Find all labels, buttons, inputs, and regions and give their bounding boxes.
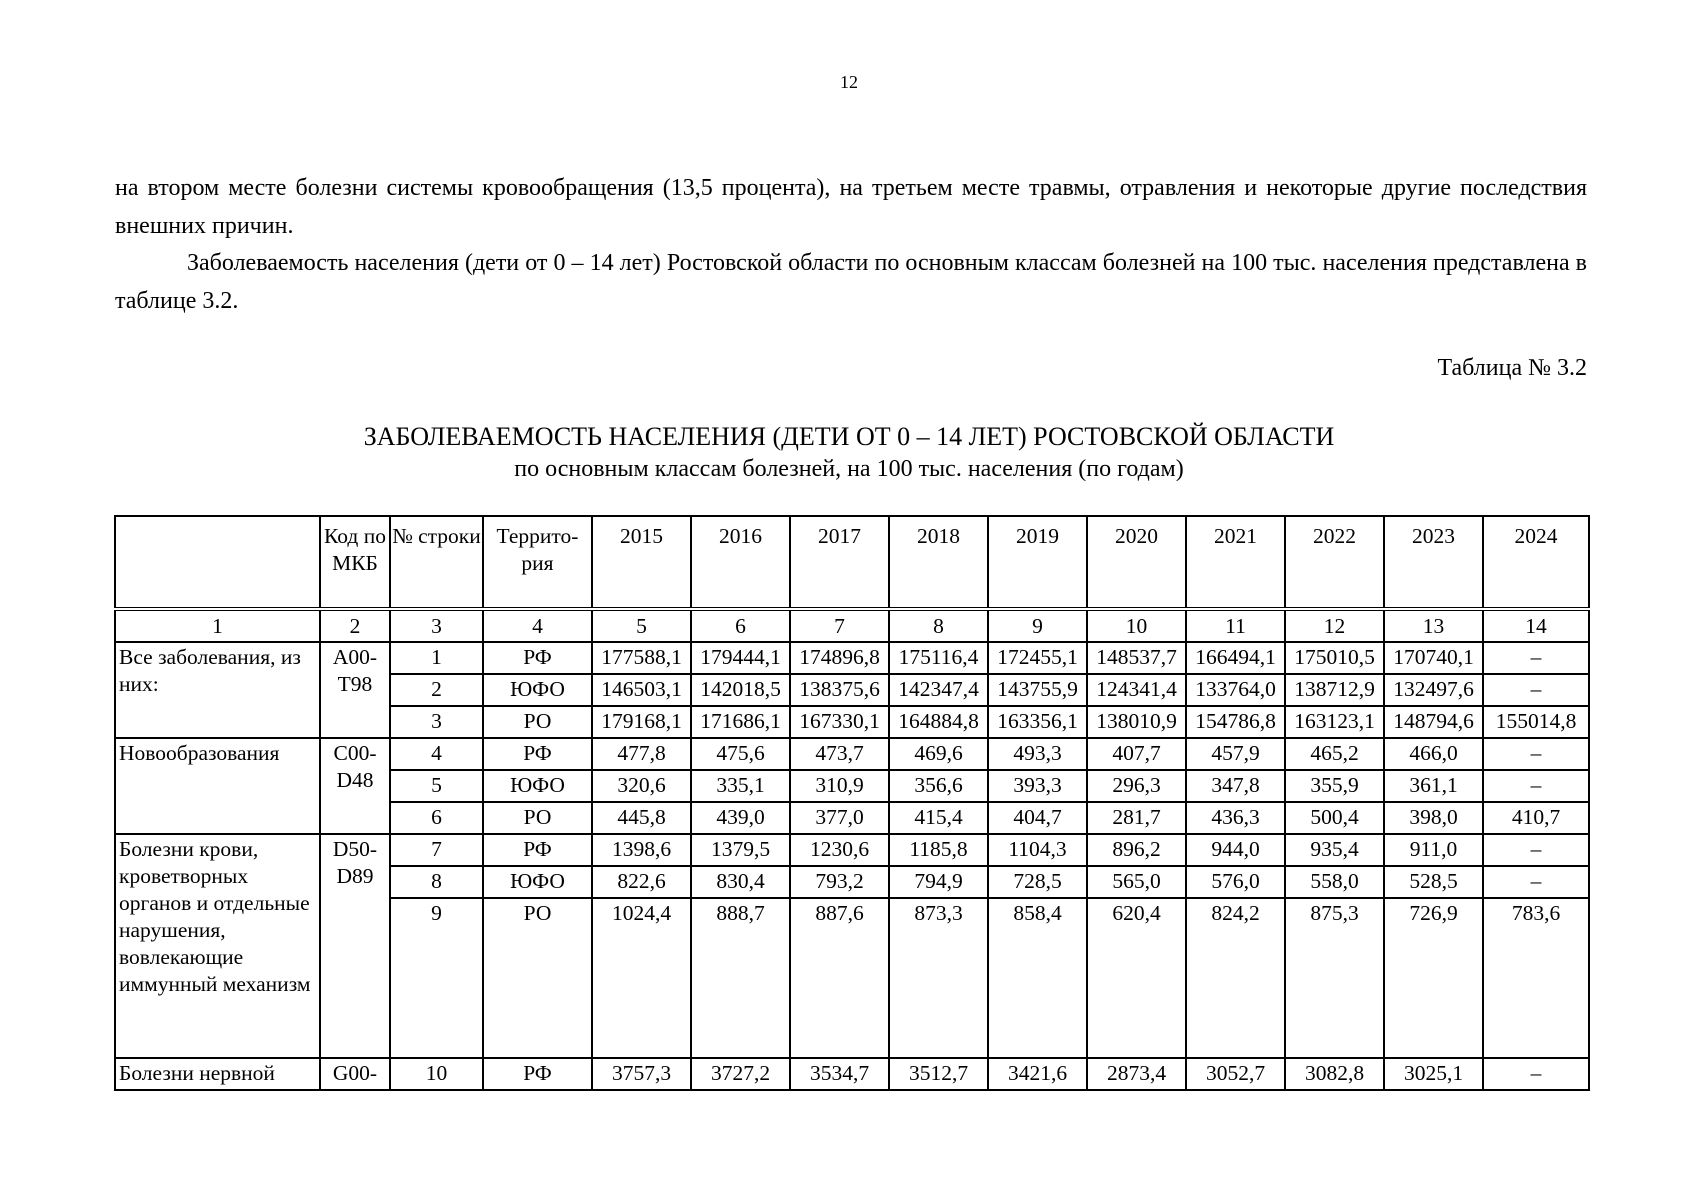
column-number-row	[115, 609, 1589, 642]
value-cell: 794,9	[889, 866, 988, 898]
disease-class-cell: Новообразования	[115, 738, 320, 834]
value-cell: 296,3	[1087, 770, 1186, 802]
value-cell: 138010,9	[1087, 706, 1186, 738]
value-cell: 175010,5	[1285, 642, 1384, 674]
row-number-cell: 5	[390, 770, 483, 802]
value-cell: 875,3	[1285, 898, 1384, 1058]
value-cell: 377,0	[790, 802, 889, 834]
value-cell: –	[1483, 834, 1589, 866]
value-cell: 888,7	[691, 898, 790, 1058]
value-cell: 3052,7	[1186, 1058, 1285, 1090]
value-cell: –	[1483, 642, 1589, 674]
value-cell: 146503,1	[592, 674, 691, 706]
territory-cell: ЮФО	[483, 770, 592, 802]
page-number: 12	[840, 72, 858, 92]
disease-class-cell: Болезни нервной	[115, 1058, 320, 1090]
value-cell: 398,0	[1384, 802, 1483, 834]
value-cell: 1398,6	[592, 834, 691, 866]
value-cell: 858,4	[988, 898, 1087, 1058]
value-cell: 133764,0	[1186, 674, 1285, 706]
value-cell: 475,6	[691, 738, 790, 770]
value-cell: 172455,1	[988, 642, 1087, 674]
column-number: 4	[483, 609, 592, 642]
value-cell: 473,7	[790, 738, 889, 770]
row-number-cell: 4	[390, 738, 483, 770]
header-disease	[115, 516, 320, 609]
value-cell: 177588,1	[592, 642, 691, 674]
header-row	[115, 516, 1589, 609]
value-cell: 164884,8	[889, 706, 988, 738]
value-cell: 155014,8	[1483, 706, 1589, 738]
row-number-cell: 9	[390, 898, 483, 1058]
value-cell: 1024,4	[592, 898, 691, 1058]
value-cell: 310,9	[790, 770, 889, 802]
territory-cell: РО	[483, 706, 592, 738]
row-number-cell: 6	[390, 802, 483, 834]
header-code: Код по МКБ	[320, 516, 390, 609]
value-cell: 143755,9	[988, 674, 1087, 706]
table-row	[115, 1058, 1589, 1090]
header-year: 2017	[790, 516, 889, 609]
column-number: 14	[1483, 609, 1589, 642]
value-cell: 347,8	[1186, 770, 1285, 802]
territory-cell: РФ	[483, 834, 592, 866]
header-year: 2023	[1384, 516, 1483, 609]
value-cell: 1379,5	[691, 834, 790, 866]
paragraph: Заболеваемость населения (дети от 0 – 14 лет) Ростовской области по основным классам болезней на 100 тыс. населения представлена в таблице 3.2.	[115, 250, 1587, 314]
value-cell: 565,0	[1087, 866, 1186, 898]
value-cell: 620,4	[1087, 898, 1186, 1058]
value-cell: 174896,8	[790, 642, 889, 674]
column-number: 12	[1285, 609, 1384, 642]
value-cell: 148537,7	[1087, 642, 1186, 674]
value-cell: 558,0	[1285, 866, 1384, 898]
value-cell: 728,5	[988, 866, 1087, 898]
disease-class-cell: Болезни крови, кроветворных органов и отдельные нарушения, вовлекающие иммунный механизм	[115, 834, 320, 1058]
value-cell: 356,6	[889, 770, 988, 802]
column-number: 2	[320, 609, 390, 642]
column-number: 6	[691, 609, 790, 642]
header-territory: Террито-рия	[483, 516, 592, 609]
icd-code-cell: C00-D48	[320, 738, 390, 834]
value-cell: 407,7	[1087, 738, 1186, 770]
column-number: 11	[1186, 609, 1285, 642]
table-title	[0, 420, 1698, 486]
value-cell: 335,1	[691, 770, 790, 802]
column-number: 5	[592, 609, 691, 642]
table-caption: Таблица № 3.2	[1437, 355, 1587, 381]
table-row	[115, 642, 1589, 674]
territory-cell: РФ	[483, 738, 592, 770]
value-cell: 179168,1	[592, 706, 691, 738]
value-cell: –	[1483, 738, 1589, 770]
icd-code-cell: G00-	[320, 1058, 390, 1090]
value-cell: 576,0	[1186, 866, 1285, 898]
header-year: 2021	[1186, 516, 1285, 609]
value-cell: 2873,4	[1087, 1058, 1186, 1090]
value-cell: 528,5	[1384, 866, 1483, 898]
value-cell: 457,9	[1186, 738, 1285, 770]
territory-cell: РО	[483, 802, 592, 834]
value-cell: 3025,1	[1384, 1058, 1483, 1090]
territory-cell: ЮФО	[483, 866, 592, 898]
icd-code-cell: A00-T98	[320, 642, 390, 738]
value-cell: 3757,3	[592, 1058, 691, 1090]
value-cell: –	[1483, 866, 1589, 898]
value-cell: 466,0	[1384, 738, 1483, 770]
row-number-cell: 2	[390, 674, 483, 706]
column-number: 10	[1087, 609, 1186, 642]
value-cell: –	[1483, 674, 1589, 706]
value-cell: 170740,1	[1384, 642, 1483, 674]
value-cell: 410,7	[1483, 802, 1589, 834]
value-cell: 436,3	[1186, 802, 1285, 834]
header-year: 2016	[691, 516, 790, 609]
column-number: 3	[390, 609, 483, 642]
value-cell: 726,9	[1384, 898, 1483, 1058]
morbidity-table	[114, 515, 1590, 1091]
value-cell: 465,2	[1285, 738, 1384, 770]
column-number: 8	[889, 609, 988, 642]
header-year: 2024	[1483, 516, 1589, 609]
disease-class-cell: Все заболевания, из них:	[115, 642, 320, 738]
header-year: 2015	[592, 516, 691, 609]
column-number: 13	[1384, 609, 1483, 642]
row-number-cell: 8	[390, 866, 483, 898]
table-row	[115, 834, 1589, 866]
header-year: 2020	[1087, 516, 1186, 609]
paragraph: на втором месте болезни системы кровообращения (13,5 процента), на третьем месте травмы, отравления и некоторые другие последствия внешних причин.	[115, 175, 1587, 239]
territory-cell: ЮФО	[483, 674, 592, 706]
header-year: 2019	[988, 516, 1087, 609]
value-cell: 415,4	[889, 802, 988, 834]
value-cell: 154786,8	[1186, 706, 1285, 738]
value-cell: 175116,4	[889, 642, 988, 674]
value-cell: 824,2	[1186, 898, 1285, 1058]
row-number-cell: 10	[390, 1058, 483, 1090]
value-cell: 887,6	[790, 898, 889, 1058]
value-cell: 167330,1	[790, 706, 889, 738]
value-cell: 477,8	[592, 738, 691, 770]
value-cell: 163123,1	[1285, 706, 1384, 738]
value-cell: 166494,1	[1186, 642, 1285, 674]
header-year: 2022	[1285, 516, 1384, 609]
value-cell: 138712,9	[1285, 674, 1384, 706]
value-cell: 132497,6	[1384, 674, 1483, 706]
value-cell: 1185,8	[889, 834, 988, 866]
header-year: 2018	[889, 516, 988, 609]
value-cell: 935,4	[1285, 834, 1384, 866]
column-number: 7	[790, 609, 889, 642]
value-cell: 281,7	[1087, 802, 1186, 834]
column-number: 1	[115, 609, 320, 642]
value-cell: 179444,1	[691, 642, 790, 674]
value-cell: 873,3	[889, 898, 988, 1058]
value-cell: 793,2	[790, 866, 889, 898]
value-cell: 124341,4	[1087, 674, 1186, 706]
value-cell: –	[1483, 1058, 1589, 1090]
territory-cell: РФ	[483, 642, 592, 674]
column-number: 9	[988, 609, 1087, 642]
value-cell: 3421,6	[988, 1058, 1087, 1090]
table-title-line: ЗАБОЛЕВАЕМОСТЬ НАСЕЛЕНИЯ (ДЕТИ ОТ 0 – 14 ЛЕТ) РОСТОВСКОЙ ОБЛАСТИ	[363, 422, 1335, 451]
value-cell: 493,3	[988, 738, 1087, 770]
value-cell: 469,6	[889, 738, 988, 770]
value-cell: 830,4	[691, 866, 790, 898]
value-cell: 1230,6	[790, 834, 889, 866]
value-cell: 320,6	[592, 770, 691, 802]
value-cell: 361,1	[1384, 770, 1483, 802]
value-cell: 3512,7	[889, 1058, 988, 1090]
value-cell: 1104,3	[988, 834, 1087, 866]
value-cell: 944,0	[1186, 834, 1285, 866]
value-cell: 822,6	[592, 866, 691, 898]
territory-cell: РФ	[483, 1058, 592, 1090]
value-cell: 355,9	[1285, 770, 1384, 802]
value-cell: 3534,7	[790, 1058, 889, 1090]
value-cell: 439,0	[691, 802, 790, 834]
table-subtitle-line: по основным классам болезней, на 100 тыс. населения (по годам)	[514, 456, 1184, 482]
body-text	[115, 170, 1587, 320]
value-cell: 500,4	[1285, 802, 1384, 834]
row-number-cell: 1	[390, 642, 483, 674]
value-cell: 393,3	[988, 770, 1087, 802]
table-row	[115, 738, 1589, 770]
header-row-number: № строки	[390, 516, 483, 609]
row-number-cell: 7	[390, 834, 483, 866]
value-cell: 3727,2	[691, 1058, 790, 1090]
value-cell: –	[1483, 770, 1589, 802]
value-cell: 163356,1	[988, 706, 1087, 738]
value-cell: 138375,6	[790, 674, 889, 706]
row-number-cell: 3	[390, 706, 483, 738]
value-cell: 911,0	[1384, 834, 1483, 866]
territory-cell: РО	[483, 898, 592, 1058]
value-cell: 171686,1	[691, 706, 790, 738]
icd-code-cell: D50-D89	[320, 834, 390, 1058]
value-cell: 783,6	[1483, 898, 1589, 1058]
value-cell: 445,8	[592, 802, 691, 834]
value-cell: 148794,6	[1384, 706, 1483, 738]
value-cell: 404,7	[988, 802, 1087, 834]
value-cell: 3082,8	[1285, 1058, 1384, 1090]
value-cell: 142018,5	[691, 674, 790, 706]
value-cell: 142347,4	[889, 674, 988, 706]
value-cell: 896,2	[1087, 834, 1186, 866]
